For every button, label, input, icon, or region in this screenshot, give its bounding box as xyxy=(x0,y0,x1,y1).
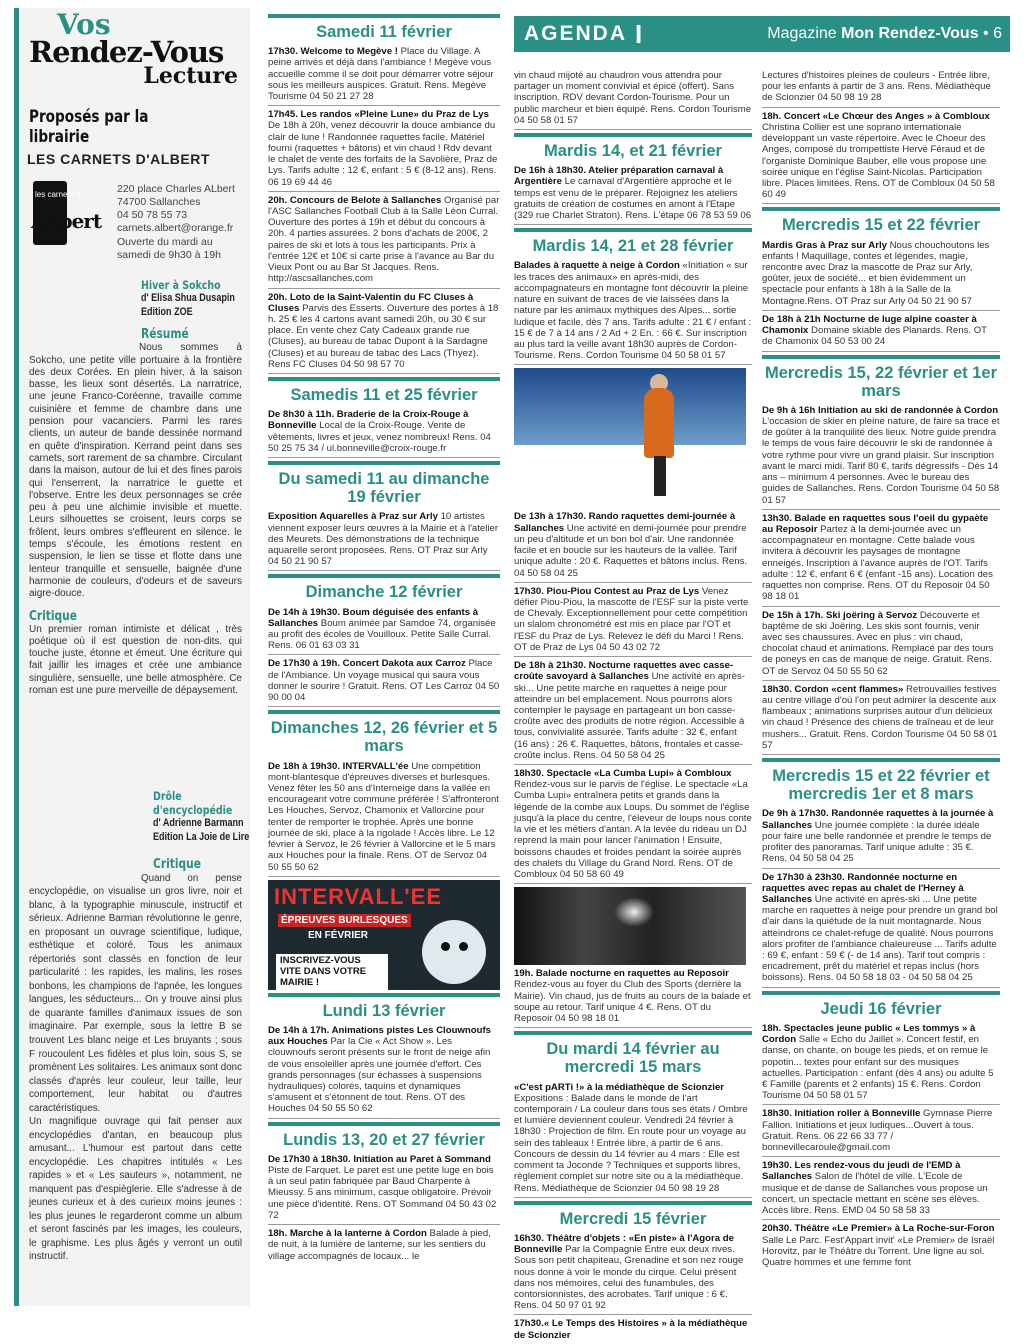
event-item xyxy=(268,46,500,106)
event-title: 17h45. Les randos «Pleine Lune» du Praz de Lys xyxy=(268,109,489,121)
event-title: De 18h à 21h30. Nocturne raquettes avec casse-croûte savoyard à Sallanches xyxy=(514,660,734,683)
event-item xyxy=(268,1154,500,1225)
resume-text: Nous sommes à Sokcho, une petite ville portuaire à la frontière des deux Corées. En plein hiver, à la saison basse, les lieux sont désertés. La narratrice, une jeune Franco-Coréenne, travaille comme cuisinière et femme de chambre dans une pension pour vacanciers. Parmi les rares clients, un auteur de bande dessinée normand en quête d'inspiration. Kerrand peint dans ses carnets, sort rarement de sa chambre. Circulant dans la maison, autour de lui et des fines parois qui l'enserrent, la narratrice le guette et l'observe. Entre les deux personnages se crée peu à peu une alchimie invisible et muette. Leurs silhouettes se croisent, leurs corps se frôlent, leurs ombres s'effleurent en silence. le temps s'écoule, les émotions restent en suspension, le lien se tisse et flotte dans une lenteur tranquille et sensuelle, baignée d'une harmonie de couleurs, d'odeurs et de saveurs aigre-douce. xyxy=(29,342,242,600)
event-title: De 14h à 19h30. Boum déguisée des enfants à Sallanches xyxy=(268,606,479,629)
snowshoe-photo xyxy=(514,368,746,508)
resume-label: Résumé xyxy=(141,327,189,343)
event-description: Une activité en après-ski ... Une petite marche en raquettes à neige pour prendre un grand bol d'air dans la quiétude de la nuit montagnarde. Nous atteindrons ce chalet-refuge de qualité. Nous pourrons alors profiter de l'ambiance chaleureuse ... Tarifs adulte : 69 €, enfant : 59 € (- de 14 ans). Tarif tout compris : encadrement, prêt du matériel et repas inclus (hors boissons). Rens. 04 50 58 18 03 - 04 50 58 04 25 xyxy=(762,893,998,984)
event-item xyxy=(762,513,1000,607)
event-date-heading: Du samedi 11 au dimanche 19 février xyxy=(268,461,500,506)
event-description: Nous chouchoutons les enfants ! Maquillage, contes et légendes, magie, rencontre avec Draz la mascotte de Praz sur Arly, goûter, jeux de société... et bien évidemment un spectacle pour enfants à 18h à la Salle de la Montagne.Rens. OT Praz sur Arly 04 50 21 90 57 xyxy=(762,239,990,307)
event-title: De 17h30 à 18h30. Initiation au Paret à Sommand xyxy=(268,1153,491,1165)
event-description: 10 artistes viennent exposer leurs œuvres à la Mairie et à l'atelier des Meurets. Des démonstrations de la technique aquarelle seront proposées. Rens. OT Praz sur Arly 04 50 21 90 57 xyxy=(268,511,499,568)
event-date-heading: Mercredis 15 et 22 février et mercredis 1er et 8 mars xyxy=(762,758,1000,803)
event-item xyxy=(762,684,1000,755)
event-date-heading: Lundis 13, 20 et 27 février xyxy=(268,1122,500,1149)
event-date-heading: Jeudi 16 février xyxy=(762,991,1000,1018)
bookshop-subtitle: Proposés par la librairie xyxy=(29,107,149,148)
critique-label: Critique xyxy=(29,608,77,624)
event-description: Une journée complète : la durée idéale pour faire une belle randonnée et prendre le temps de profiter des panoramas. Tarif unique adulte : 35 €. Rens. 04 50 58 04 25 xyxy=(762,819,992,865)
book-edition: Edition ZOE xyxy=(141,305,193,318)
event-date-heading: Lundi 13 février xyxy=(268,993,500,1020)
event-description: Salle Le Parc. Fest'Appart invit' «Le Premier» de Israël Horovitz, par le Théâtre du Torrent. Une ligne au sol. Quatre hommes et une femme font xyxy=(762,1234,995,1268)
event-item xyxy=(514,660,752,765)
bookshop-address: 220 place Charles ALbert 74700 Sallanches 04 50 78 55 73 carnets.albert@orange.fr Ouverte du mardi au samedi de 9h30 à 19h xyxy=(117,183,235,261)
event-title: Exposition Aquarelles à Praz sur Arly xyxy=(268,511,438,523)
event-title: De 9h à 16h Initiation au ski de randonnée à Cordon xyxy=(762,404,999,416)
event-title: 18h. Concert «Le Chœur des Anges » à Combloux xyxy=(762,110,990,122)
event-title: 18h30. Spectacle «La Cumba Lupi» à Combloux xyxy=(514,768,732,780)
event-title: De 8h30 à 11h. Braderie de la Croix-Rouge à Bonneville xyxy=(268,409,469,432)
event-date-heading: Mercredis 15, 22 février et 1er mars xyxy=(762,355,1000,400)
event-item xyxy=(268,761,500,877)
event-item xyxy=(514,260,752,365)
event-item xyxy=(762,1223,1000,1271)
event-description: Par la Cie « Act Show ». Les clouwnoufs seront présents sur le front de neige afin de vous ensoleiller après une journée d'effort. Ces grands personnages (sur échasses à suspensions hydrauliques) colorés, taquins et dynamiques s'amusent et s'étonnent de tout. Rens. OT des Houches 04 50 55 50 62 xyxy=(268,1036,491,1115)
event-title: Balades à raquette à neige à Cordon xyxy=(514,260,680,272)
event-date-heading: Mardis 14, 21 et 28 février xyxy=(514,228,752,255)
event-description: Organisé par l'ASC Sallanches Football Club à la Salle Léon Curral. Ouverture des portes à 19h et début du concours à 20h. 4 parties assurées. 2 bons d'achats de 200€, 2 paires de ski et lots à tous les participants. Prix à l'entrée 12€ et 10€ si carte prise à l'avance au Bar du Vieux Pont ou au Bar St Jacques. Rens. http://ascsallanches.com xyxy=(268,194,500,285)
bookshop-name: LES CARNETS D'ALBERT xyxy=(27,151,210,168)
event-date-heading: Du mardi 14 février au mercredi 15 mars xyxy=(514,1031,752,1076)
event-date-heading: Mercredis 15 et 22 février xyxy=(762,207,1000,234)
bookshop-logo: les carnets d' ALbert xyxy=(29,177,109,249)
event-description: Domaine skiable des Planards. Rens. OT de Chamonix 04 50 53 00 24 xyxy=(762,325,987,348)
event-item xyxy=(762,872,1000,988)
event-item xyxy=(762,1023,1000,1106)
event-item xyxy=(514,968,752,1028)
event-title: De 17h30 à 19h. Concert Dakota aux Carroz xyxy=(268,658,466,670)
header-bar xyxy=(514,16,1010,52)
event-description: Le carnaval d'Argentière approche et le temps est venu de le préparer. Rejoignez les ateliers gratuits de création de costumes en amont à l'Etape (329 rue Charlet Straton). Rens. L'étape 06 78 53 59 06 xyxy=(514,176,752,222)
event-item xyxy=(268,195,500,289)
event-item xyxy=(268,607,500,656)
event-item xyxy=(268,1228,500,1265)
event-description: Découverte et baptême de ski Joëring. Les skis sont fournis, venir avec ses chaussures. Avec en plus : vin chaud, chocolat chaud et animations. Remplacé par des tours de poneys en cas de manque de neige. Gratuit. Rens. OT de Servoz 04 50 55 50 62 xyxy=(762,609,994,677)
event-item xyxy=(268,109,500,192)
event-title: De 16h à 18h30. Atelier préparation carnaval à Argentière xyxy=(514,165,724,188)
magazine-label: Magazine Mon Rendez-Vous • 6 xyxy=(767,25,1002,42)
critique-text: Un premier roman intimiste et délicat , très poétique où il est question de non-dits. qui touche juste, étonne et émeut. Une écriture qui fait jaillir les images et crée une ambiance singulière, sensuelle, une belle atmosphère. Ce roman est une pure merveille de dépaysement. xyxy=(29,623,242,696)
agenda-column-1 xyxy=(268,14,500,1310)
event-title: De 14h à 17h. Animations pistes Les Clouwnoufs aux Houches xyxy=(268,1024,492,1048)
event-item xyxy=(762,314,1000,352)
event-title: De 13h à 17h30. Rando raquettes demi-journée à Sallanches xyxy=(514,511,736,534)
book-1-header xyxy=(141,278,242,343)
event-description: Gymnase Pierre Fallion. Initiations et jeux ludiques...Ouvert à tous. Gratuit. Rens. 06 22 66 33 77 / bonnevillecaroule@gmail.com xyxy=(762,1108,993,1154)
event-item xyxy=(762,610,1000,681)
event-title: De 18h à 19h30. INTERVALL'ée xyxy=(268,760,409,772)
event-date-heading: Mercredi 15 février xyxy=(514,1201,752,1228)
event-item xyxy=(514,1082,752,1198)
event-title: 18h30. Cordon «cent flammes» xyxy=(762,683,904,695)
title-rendez-vous: Rendez-Vous xyxy=(29,34,224,69)
book-2-header: Drôle d'encyclopédie d' Adrienne Barmann Edition La Joie de Lire Critique xyxy=(153,789,250,872)
section-title: AGENDA xyxy=(524,22,628,45)
event-title: De 17h30 à 23h30. Randonnée nocturne en raquettes avec repas au chalet de l'Herney à Sallanches xyxy=(762,871,964,905)
event-title: De 9h à 17h30. Randonnée raquettes à la journée à Sallanches xyxy=(762,808,994,831)
event-date-heading: Mardis 14, et 21 février xyxy=(514,133,752,160)
book-author: d' Elisa Shua Dusapin xyxy=(141,291,235,304)
event-item xyxy=(514,70,752,130)
event-item xyxy=(762,808,1000,868)
title-lecture: Lecture xyxy=(143,63,238,90)
event-title: 20h. Concours de Belote à Sallanches xyxy=(268,194,442,206)
event-title: 19h. Balade nocturne en raquettes au Reposoir xyxy=(514,968,729,980)
event-date-heading: Samedi 11 février xyxy=(268,14,500,41)
event-item xyxy=(514,768,752,884)
event-item xyxy=(514,165,752,225)
event-description: Christina Collier est une soprano internationale développant un vaste répertoire. Avec le Choeur des Anges, composé du trompettiste Hervé Féraud et de l'organiste Dominique Bauber, elle vous propose une soirée unique en l'église Saint-Nicolas. Participation libre. Places limitées. Rens. OT de Combloux 04 50 58 60 49 xyxy=(762,121,995,201)
event-item xyxy=(268,409,500,458)
event-title: 17h30. Welcome to Megève ! xyxy=(268,46,398,58)
event-item xyxy=(268,1025,500,1119)
event-title: 18h. Marche à la lanterne à Cordon xyxy=(268,1228,427,1240)
event-description: Par la Compagnie Entre eux deux rives. Sous son petit chapiteau, Grenadine et son nez rouge nous donne à voir le monde du cirque. Celui présent dans nos mémoires, celui des funambules, des contorsionnistes, des acrobates. Tarif unique : 6 €. Rens. 04 50 97 01 92 xyxy=(514,1244,744,1312)
event-description: Expositions : Balade dans le monde de l'art contemporain / La couleur dans tous ses états / Ombre et lumière deviennent couleur. Vendredi 24 février à 18h30 : Projection de film. En route pour un voyage au sein des tableaux ! Entrée libre, à partir de 6 ans. Concours de dessin du 14 février au 4 mars : Elle est comment ta Joconde ? Techniques et supports libres, règlement complet sur notre site ou à la médiathèque. Rens. Médiathèque de Scionzier 04 50 98 19 28 xyxy=(514,1092,748,1194)
combloux-photo xyxy=(514,887,746,965)
critique-2-text: Quand on pense encyclopédie, on visualise un gros livre, noir et blanc, à la typographie minuscule, instructif et sérieux. Adrienne Barman révolutionne le genre, en proposant un ouvrage scientifique, ludique, esthétique et coloré. Tous les animaux répertoriés sont classés en fonction de leur particularité : les rapides, les malins, les roses bonbons, les champions de l'apnée, les longues langues, les séducteurs... On y trouve ainsi plus de quarante familles d'animaux issues de son imaginaire. Par exemple, sous la lettre B se trouvent Les blanc neige et Les bruyants ; sous F roucoulent Les fidèles et plus loin, sous S, se promènent Les solitaires. Les animaux sont donc classés d'après leur couleur, leur taille, leur comportement, leur habitat ou d'autres caractéristiques. Un magnifique ouvrage qui fait penser aux encyclopédies d'antan, en beaucoup plus amusant... L'humour est partout dans cette encyclopédie. Les chapitres intitulés « Les rapides » et « Les sauteurs », notamment, ne manquent pas d'espièglerie. Elle s'adresse à de jeunes curieux et à des curieux moins jeunes : les plus jeunes le regarderont comme un album et seront fascinés par les images, les couleurs, le graphisme. Les plus âgés y verront un outil instructif. xyxy=(29,872,242,1263)
event-item xyxy=(268,292,500,375)
event-description: De 18h à 20h, venez découvrir la douce ambiance du clair de lune ! Randonnée raquettes facile. Matériel fourni (raquettes + bâtons) et vin chaud ! Rdv devant le chalet de vente des forfaits de la Savolière, Praz de Lys. Tarifs adulte : 12 €, enfant : 5 € (8-12 ans). Rens. 06 19 69 44 46 xyxy=(268,120,498,188)
event-title: 20h. Loto de la Saint-Valentin du FC Cluses à Cluses xyxy=(268,291,474,314)
event-description: Local de la Croix-Rouge. Vente de vêtements, livres et jeux, venez nombreux! Rens. 04 50 25 75 34 / ul.bonneville@croix-rouge.fr xyxy=(268,420,491,454)
event-title: 18h. Spectacles jeune public « Les tommys » à Cordon xyxy=(762,1022,976,1046)
event-item xyxy=(268,511,500,571)
event-date-heading: Dimanches 12, 26 février et 5 mars xyxy=(268,710,500,755)
event-title: De 18h à 21h Nocturne de luge alpine coaster à Chamonix xyxy=(762,313,977,337)
event-description: Place de l'Ambiance. Un voyage musical qui saura vous donner le sourire ! Gratuit. Rens. OT Les Carroz 04 50 90 00 04 xyxy=(268,658,500,704)
intervallee-poster-image: INTERVALL'EE ÉPREUVES BURLESQUES EN FÉVRIER INSCRIVEZ-VOUS VITE DANS VOTRE MAIRIE ! xyxy=(268,880,500,990)
event-description: Lectures d'histoires pleines de couleurs - Entrée libre, pour les enfants à partir de 3 ans. Rens. Médiathèque de Scionzier 04 50 98 19 28 xyxy=(762,70,991,104)
event-item xyxy=(268,658,500,707)
book-title: Hiver à Sokcho xyxy=(141,277,221,292)
event-description: Rendez-vous au foyer du Club des Sports (derrière la Mairie). Vin chaud, jus de fruits au cours de la balade et soupe au retour. Tarif unique 4 €. Rens. OT du Reposoir 04 50 98 18 01 xyxy=(514,979,751,1025)
agenda-column-2 xyxy=(514,70,752,1341)
event-title: 13h30. Balade en raquettes sous l'oeil du gypaète au Reposoir xyxy=(762,512,989,535)
event-item xyxy=(514,511,752,582)
event-item xyxy=(514,586,752,657)
event-item xyxy=(762,111,1000,205)
event-title: 17h30. Piou-Piou Contest au Praz de Lys xyxy=(514,585,700,597)
header-divider: I xyxy=(635,19,643,49)
event-description: Retrouvailles festives au centre village d'où l'on peut admirer la descente aux flambeaux ; animations surprises autour d'un délicieux vin chaud ! Présence des chiens de traîneau et de leur mushers... Gratuit. Rens. Cordon Tourisme 04 50 58 01 57 xyxy=(762,683,998,751)
event-description: Salle « Echo du Jaillet ». Concert festif, en danse, on chante, on bouge les pieds, et on remue le popotin... textes pour enfant sur des musiques actuelles. Participation : enfant (dès 4 ans) ou adulte 5 € Famille (parents et 2 enfants) 15 €. Rens. Cordon Tourisme 04 50 58 01 57 xyxy=(762,1034,994,1102)
event-date-heading: Dimanche 12 février xyxy=(268,574,500,601)
event-title: 16h30. Théâtre d'objets : «En piste» à l'Agora de Bonneville xyxy=(514,1232,734,1256)
event-date-heading: Samedis 11 et 25 février xyxy=(268,377,500,404)
event-description: Piste de Farquet. Le paret est une petite luge en bois à un seul patin fabriquée par Baud Charpente à Mieussy. 5 ans minimum, casque obligatoire. Prévoir une pièce d'identité. Rens. OT Sommand 04 50 43 02 72 xyxy=(268,1165,497,1221)
event-description: «Initiation « sur les traces des animaux» en après-midi, des accompagnateurs en montagne font découvrir la pleine nature en suivant de traces de vie laissées dans la nature par les animaux mythiques des Alpes... sortie ludique et facile, dès 7 ans. Tarifs adulte : 21 € / enfant : 15 € de 7 à 14 ans / 2 Ad + 2 En. : 66 €. Sur inscription au plus tard la veille avant 18h30 auprès de Cordon-Tourisme. Rens. Cordon Tourisme 04 50 58 01 57 xyxy=(514,260,752,362)
agenda-column-3 xyxy=(762,70,1000,1310)
event-description: Place du Village. A peine arrivés et déjà dans l'ambiance ! Megève vous accueille comme il se doit pour démarrer votre séjour sous les meilleurs auspices. Gratuit. Rens. Megève Tourisme 04 50 21 27 28 xyxy=(268,46,494,103)
event-title: 20h30. Théâtre «Le Premier» à La Roche-sur-Foron xyxy=(762,1223,995,1235)
event-description: Parvis des Esserts. Ouverture des portes à 18 h. 25 € les 4 cartons avant samedi 20h, ou 30 € sur place. En vente chez Caty Cadeaux grande rue (Cluses), au bureau de tabac Dupont à la Sardagne (Cluses) et au bureau de tabac des Lacs (Thyez). Rens FC Cluses 04 50 98 57 70 xyxy=(268,302,499,370)
event-description: vin chaud mijoté au chaudron vous attendra pour partager un moment convivial et épicé (offert). Sans inscription. RDV devant Cordon-Tourisme. Pour un public marcheur et bien équipé. Rens. Cordon Tourisme 04 50 58 01 57 xyxy=(514,70,752,126)
event-title: 19h30. Les rendez-vous du jeudi de l'EMD à Sallanches xyxy=(762,1160,961,1183)
event-item xyxy=(514,1233,752,1316)
event-item xyxy=(762,1108,1000,1157)
book-column xyxy=(14,8,250,1306)
event-title: 17h30.« Le Temps des Histoires » à la médiathèque de Scionzier xyxy=(514,1318,748,1341)
event-description: Salon de l'hôtel de ville. L'Ecole de musique et de danse de Sallanches vous propose un concert, un spectacle mettant en scène ses élèves. Accès libre. Rens. EMD 04 50 58 58 33 xyxy=(762,1171,988,1217)
event-item xyxy=(762,1160,1000,1220)
event-description: Rendez-vous sur le parvis de l'église. Le spectacle «La Cumba Lupi» entraînera petits et grands dans la légende de la combe aux Loups. Du sommet de l'église jusqu'à la place du centre, l'éleveur de loups nous conte la vie et les métiers d'antan. A la levée du rideau un DJ reprend la main pour lancer l'animation ! Ensuite, boissons chaudes et froides pendant la soirée auprès des chalets du Village du Grand Nord. Rens. OT de Combloux 04 50 58 60 49 xyxy=(514,779,752,880)
event-description: Une activité en après-ski... Une petite marche en raquettes à neige pour atteindre un bel emplacement. Nous pourrons alors contempler le paysage en partageant un bon casse-croûte avec des produits de notre région. Accessible à tous, convivialité assurée. Tarifs adulte : 32 €, enfant (16 ans) : 26 €. Raquettes, bâtons, frontales et casse-croûte inclus. Rens. 04 50 58 04 25 xyxy=(514,671,745,761)
event-item xyxy=(762,240,1000,311)
event-description: Une activité en demi-journée pour prendre un peu d'altitude et un bon bol d'air. Une randonnée facile et en boucle sur les hauteurs de la vallée. Tarif unique adulte : 20 €. Raquettes et bâtons inclus. Rens. 04 50 58 04 25 xyxy=(514,522,748,579)
event-description: Balade à pied, de nuit, à la lumière de lanterne, sur les sentiers du village accompagnés de locaux... le xyxy=(268,1228,491,1262)
event-description: L'occasion de skier en pleine nature, de faire sa trace et de goûter à la tranquilité des lieux. Notre guide prendra le temps de vous faire découvrir le ski de randonnée à votre rythme pour vivre un grand plaisir. Sur inscription avant le marci midi. Tarif 80 €, tarifs dégressifs - Dès 14 ans – minimum 4 personnes. Avec le bureau des guides de Sallanches. Rens. Cordon Tourisme 04 50 58 01 57 xyxy=(762,416,1000,506)
event-title: Mardis Gras à Praz sur Arly xyxy=(762,239,887,251)
event-title: De 15h à 17h. Ski joëring à Servoz xyxy=(762,609,918,621)
event-item xyxy=(762,405,1000,510)
column-title xyxy=(29,8,242,90)
event-item xyxy=(514,1318,752,1343)
title-vos: Vos xyxy=(57,8,111,41)
event-description: Venez défier Piou-Piou, la mascotte de l'ESF sur la piste verte de Chevaly. Exceptionnellement pour cette compétition un slalom chronométré est mis en place par l'OT et l'ESF du Praz de Lys. Relevez le défi du Marci ! Rens. OT de Praz de Lys 04 50 43 02 72 xyxy=(514,585,749,653)
event-description: Partez à la demi-journée avec un accompagnateur en montagne. Cette balade vous invitera à découvrir les paysages de montagne enneigés. Inscription à l'avance auprès de l'OT. Tarifs adulte : 12 €, enfant 6 € (enfant -15 ans). Location des raquettes non comprise. Rens. OT du Reposoir 04 50 98 18 01 xyxy=(762,523,993,603)
event-title: «C'est pARTi !» à la médiathèque de Scionzier xyxy=(514,1081,725,1093)
event-title: 18h30. Initiation roller à Bonneville xyxy=(762,1108,921,1120)
event-item xyxy=(762,70,1000,108)
event-description: Une compétition mont-blantesque d'épreuves diverses et burlesques. Venez fêter les 50 ans d'Interneige dans la vallée en encourageant votre commune préférée ! S'affronteront Les Houches, Servoz, Chamonix et Vallorcine pour tenter de remporter le trophée. Après une bonne journée de ski, place à la rigolade ! Accès libre. Le 12 février à Servoz, le 26 février à Vallorcine et le 5 mars aux Houches pour la finale. Rens. OT de Servoz 04 50 55 50 62 xyxy=(268,760,499,873)
event-description: Boum animée par Samdoe 74, organisée au profit des écoles de Vouilloux. Petite Salle Curral. Rens. 06 01 63 03 31 xyxy=(268,617,496,652)
